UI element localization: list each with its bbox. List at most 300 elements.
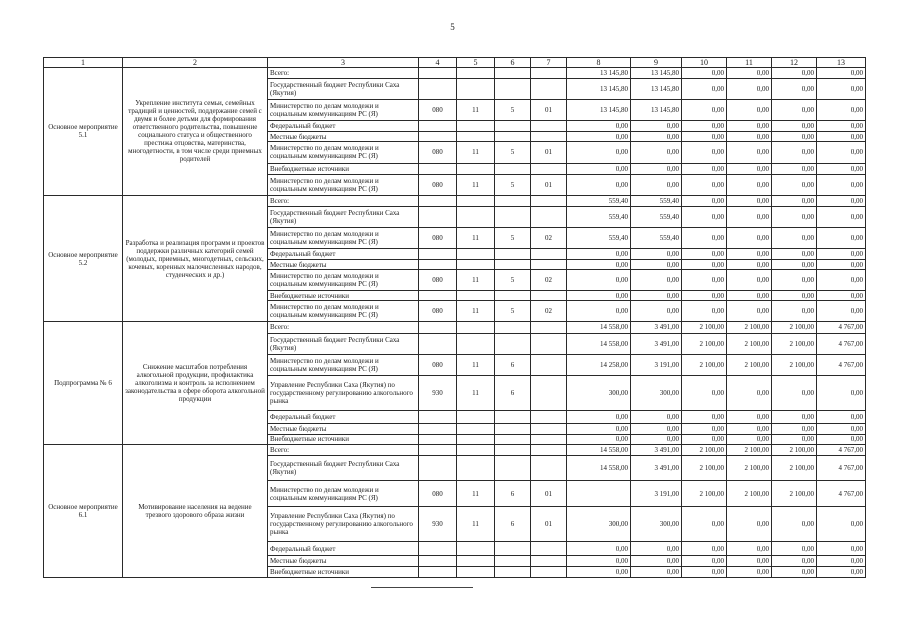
amount-cell: 0,00 xyxy=(772,506,817,542)
funding-source: Министерство по делам молодежи и социальным коммуникациям РС (Я) xyxy=(268,227,419,248)
budget-code xyxy=(457,206,495,227)
budget-code xyxy=(531,206,567,227)
funding-source: Государственный бюджет Республики Саха (Якутия) xyxy=(268,333,419,354)
budget-code xyxy=(457,132,495,142)
amount-cell: 0,00 xyxy=(772,542,817,555)
budget-code: 11 xyxy=(457,506,495,542)
amount-cell: 0,00 xyxy=(682,423,727,434)
budget-code: 01 xyxy=(531,174,567,195)
budget-code xyxy=(495,444,531,455)
column-header: 5 xyxy=(457,58,495,68)
budget-code xyxy=(457,333,495,354)
amount-cell: 0,00 xyxy=(817,291,866,301)
amount-cell: 0,00 xyxy=(817,506,866,542)
budget-code xyxy=(419,434,457,444)
budget-code xyxy=(531,423,567,434)
amount-cell: 14 258,00 xyxy=(567,354,631,375)
budget-code xyxy=(531,132,567,142)
amount-cell: 0,00 xyxy=(772,555,817,566)
budget-code: 02 xyxy=(531,270,567,291)
amount-cell: 0,00 xyxy=(567,132,631,142)
amount-cell: 0,00 xyxy=(682,174,727,195)
budget-code: 6 xyxy=(495,506,531,542)
amount-cell: 559,40 xyxy=(567,206,631,227)
amount-cell: 2 100,00 xyxy=(727,444,772,455)
amount-cell: 0,00 xyxy=(727,142,772,163)
amount-cell: 0,00 xyxy=(817,195,866,206)
budget-code xyxy=(531,434,567,444)
budget-code xyxy=(457,566,495,577)
amount-cell: 0,00 xyxy=(772,301,817,322)
section-name: Основное мероприятие 6.1 xyxy=(44,444,123,577)
amount-cell: 0,00 xyxy=(772,100,817,121)
amount-cell: 2 100,00 xyxy=(727,322,772,333)
amount-cell: 0,00 xyxy=(682,227,727,248)
budget-code xyxy=(419,322,457,333)
budget-code xyxy=(495,322,531,333)
column-header: 8 xyxy=(567,58,631,68)
budget-code: 5 xyxy=(495,301,531,322)
amount-cell: 2 100,00 xyxy=(772,444,817,455)
funding-source: Министерство по делам молодежи и социальным коммуникациям РС (Я) xyxy=(268,142,419,163)
funding-source: Министерство по делам молодежи и социальным коммуникациям РС (Я) xyxy=(268,354,419,375)
header-row xyxy=(44,58,866,68)
amount-cell: 0,00 xyxy=(727,163,772,174)
budget-code: 01 xyxy=(531,506,567,542)
funding-source: Всего: xyxy=(268,195,419,206)
section-description: Мотивирование населения на ведение трезвого здорового образа жизни xyxy=(123,444,268,577)
amount-cell: 0,00 xyxy=(817,249,866,260)
amount-cell: 4 767,00 xyxy=(817,455,866,481)
amount-cell: 0,00 xyxy=(631,260,682,270)
amount-cell: 3 491,00 xyxy=(631,455,682,481)
amount-cell: 0,00 xyxy=(772,227,817,248)
amount-cell: 0,00 xyxy=(631,174,682,195)
table-row xyxy=(44,195,866,206)
budget-code xyxy=(495,260,531,270)
amount-cell: 2 100,00 xyxy=(727,481,772,507)
amount-cell: 0,00 xyxy=(772,260,817,270)
budget-code xyxy=(457,322,495,333)
amount-cell: 0,00 xyxy=(817,142,866,163)
budget-code xyxy=(531,566,567,577)
amount-cell: 13 145,80 xyxy=(631,79,682,100)
amount-cell: 0,00 xyxy=(772,423,817,434)
budget-code: 11 xyxy=(457,142,495,163)
funding-source: Федеральный бюджет xyxy=(268,249,419,260)
amount-cell: 0,00 xyxy=(817,79,866,100)
budget-code xyxy=(495,555,531,566)
column-header: 12 xyxy=(772,58,817,68)
budget-code xyxy=(531,333,567,354)
amount-cell: 0,00 xyxy=(682,249,727,260)
budget-code xyxy=(419,566,457,577)
amount-cell: 0,00 xyxy=(682,68,727,79)
amount-cell: 0,00 xyxy=(631,121,682,132)
budget-code xyxy=(457,121,495,132)
amount-cell: 0,00 xyxy=(817,555,866,566)
amount-cell: 0,00 xyxy=(817,434,866,444)
amount-cell: 300,00 xyxy=(631,506,682,542)
funding-source: Внебюджетные источники xyxy=(268,566,419,577)
amount-cell: 14 558,00 xyxy=(567,455,631,481)
budget-code: 930 xyxy=(419,375,457,411)
amount-cell: 0,00 xyxy=(567,174,631,195)
budget-code xyxy=(457,434,495,444)
amount-cell: 0,00 xyxy=(727,301,772,322)
amount-cell: 0,00 xyxy=(682,142,727,163)
amount-cell: 13 145,80 xyxy=(567,100,631,121)
amount-cell: 0,00 xyxy=(727,121,772,132)
amount-cell: 0,00 xyxy=(567,249,631,260)
budget-code: 080 xyxy=(419,270,457,291)
budget-code xyxy=(419,411,457,423)
amount-cell: 0,00 xyxy=(682,291,727,301)
budget-code: 01 xyxy=(531,100,567,121)
amount-cell: 2 100,00 xyxy=(682,444,727,455)
amount-cell: 0,00 xyxy=(631,411,682,423)
amount-cell: 0,00 xyxy=(727,375,772,411)
funding-source: Всего: xyxy=(268,68,419,79)
budget-code xyxy=(457,423,495,434)
budget-code xyxy=(457,411,495,423)
column-header: 3 xyxy=(268,58,419,68)
amount-cell: 0,00 xyxy=(682,555,727,566)
budget-code xyxy=(419,163,457,174)
funding-source: Министерство по делам молодежи и социальным коммуникациям РС (Я) xyxy=(268,174,419,195)
section-name: Основное мероприятие 5.2 xyxy=(44,195,123,322)
budget-code: 930 xyxy=(419,506,457,542)
amount-cell: 3 491,00 xyxy=(631,322,682,333)
amount-cell: 0,00 xyxy=(567,555,631,566)
amount-cell: 0,00 xyxy=(567,270,631,291)
amount-cell: 0,00 xyxy=(817,423,866,434)
budget-code xyxy=(495,291,531,301)
budget-code: 5 xyxy=(495,270,531,291)
budget-code xyxy=(419,555,457,566)
budget-code xyxy=(495,434,531,444)
amount-cell: 559,40 xyxy=(567,227,631,248)
amount-cell: 0,00 xyxy=(567,121,631,132)
budget-code xyxy=(457,195,495,206)
budget-code: 11 xyxy=(457,174,495,195)
column-header: 9 xyxy=(631,58,682,68)
amount-cell: 0,00 xyxy=(727,260,772,270)
amount-cell: 0,00 xyxy=(817,121,866,132)
amount-cell: 0,00 xyxy=(817,174,866,195)
amount-cell: 13 145,80 xyxy=(631,100,682,121)
budget-code xyxy=(495,163,531,174)
budget-code: 5 xyxy=(495,100,531,121)
funding-source: Министерство по делам молодежи и социальным коммуникациям РС (Я) xyxy=(268,481,419,507)
amount-cell: 559,40 xyxy=(567,195,631,206)
amount-cell: 4 767,00 xyxy=(817,444,866,455)
funding-source: Местные бюджеты xyxy=(268,423,419,434)
budget-code xyxy=(419,249,457,260)
amount-cell: 0,00 xyxy=(567,423,631,434)
amount-cell: 0,00 xyxy=(631,270,682,291)
budget-code: 5 xyxy=(495,174,531,195)
budget-code: 6 xyxy=(495,375,531,411)
amount-cell: 2 100,00 xyxy=(772,333,817,354)
funding-source: Федеральный бюджет xyxy=(268,542,419,555)
column-header: 2 xyxy=(123,58,268,68)
budget-code xyxy=(419,206,457,227)
budget-code xyxy=(457,163,495,174)
amount-cell: 0,00 xyxy=(727,79,772,100)
amount-cell: 3 491,00 xyxy=(631,333,682,354)
table-row xyxy=(44,322,866,333)
amount-cell: 0,00 xyxy=(631,555,682,566)
budget-code: 080 xyxy=(419,354,457,375)
amount-cell: 0,00 xyxy=(772,142,817,163)
budget-code xyxy=(495,121,531,132)
budget-code xyxy=(457,260,495,270)
budget-code: 080 xyxy=(419,174,457,195)
amount-cell: 0,00 xyxy=(682,542,727,555)
amount-cell: 0,00 xyxy=(682,375,727,411)
amount-cell: 0,00 xyxy=(727,411,772,423)
budget-code xyxy=(419,542,457,555)
budget-code: 11 xyxy=(457,227,495,248)
amount-cell: 4 767,00 xyxy=(817,481,866,507)
funding-source: Министерство по делам молодежи и социальным коммуникациям РС (Я) xyxy=(268,301,419,322)
budget-code xyxy=(495,566,531,577)
budget-code xyxy=(531,260,567,270)
amount-cell: 2 100,00 xyxy=(772,322,817,333)
amount-cell: 4 767,00 xyxy=(817,354,866,375)
amount-cell: 0,00 xyxy=(682,434,727,444)
amount-cell: 0,00 xyxy=(772,121,817,132)
column-header: 10 xyxy=(682,58,727,68)
section-name: Подпрограмма № 6 xyxy=(44,322,123,444)
budget-code xyxy=(495,249,531,260)
amount-cell: 2 100,00 xyxy=(727,333,772,354)
budget-code xyxy=(531,354,567,375)
budget-code xyxy=(531,455,567,481)
amount-cell: 0,00 xyxy=(727,195,772,206)
amount-cell: 0,00 xyxy=(817,163,866,174)
section-description: Снижение масштабов потребления алкогольной продукции, профилактика алкоголизма и контроль за исполнением законодательства в сфере оборота алкогольной продукции xyxy=(123,322,268,444)
budget-code: 11 xyxy=(457,375,495,411)
amount-cell: 0,00 xyxy=(817,375,866,411)
amount-cell: 0,00 xyxy=(727,423,772,434)
amount-cell: 0,00 xyxy=(631,566,682,577)
budget-code xyxy=(457,542,495,555)
amount-cell: 0,00 xyxy=(682,270,727,291)
budget-code: 11 xyxy=(457,301,495,322)
amount-cell: 0,00 xyxy=(817,270,866,291)
amount-cell: 0,00 xyxy=(727,249,772,260)
page-number: 5 xyxy=(450,22,455,32)
amount-cell: 0,00 xyxy=(567,301,631,322)
amount-cell: 0,00 xyxy=(567,291,631,301)
amount-cell: 0,00 xyxy=(727,542,772,555)
budget-code: 01 xyxy=(531,481,567,507)
budget-code: 080 xyxy=(419,227,457,248)
amount-cell: 0,00 xyxy=(772,270,817,291)
amount-cell: 0,00 xyxy=(682,195,727,206)
amount-cell: 0,00 xyxy=(772,411,817,423)
funding-source: Министерство по делам молодежи и социальным коммуникациям РС (Я) xyxy=(268,100,419,121)
amount-cell: 0,00 xyxy=(631,434,682,444)
budget-code xyxy=(531,68,567,79)
budget-code: 11 xyxy=(457,100,495,121)
budget-code xyxy=(457,68,495,79)
budget-code xyxy=(419,195,457,206)
amount-cell: 559,40 xyxy=(631,206,682,227)
budget-code xyxy=(419,333,457,354)
amount-cell: 0,00 xyxy=(567,411,631,423)
budget-code xyxy=(419,79,457,100)
funding-source: Внебюджетные источники xyxy=(268,434,419,444)
amount-cell: 3 191,00 xyxy=(631,354,682,375)
column-header: 4 xyxy=(419,58,457,68)
amount-cell: 0,00 xyxy=(631,291,682,301)
budget-code xyxy=(457,249,495,260)
column-header: 11 xyxy=(727,58,772,68)
amount-cell: 3 491,00 xyxy=(631,444,682,455)
funding-source: Внебюджетные источники xyxy=(268,291,419,301)
amount-cell: 0,00 xyxy=(682,566,727,577)
amount-cell: 2 100,00 xyxy=(727,455,772,481)
amount-cell: 0,00 xyxy=(727,68,772,79)
amount-cell: 0,00 xyxy=(682,100,727,121)
budget-code xyxy=(531,79,567,100)
amount-cell: 0,00 xyxy=(772,68,817,79)
funding-source: Государственный бюджет Республики Саха (Якутия) xyxy=(268,455,419,481)
amount-cell: 0,00 xyxy=(772,174,817,195)
amount-cell: 0,00 xyxy=(772,79,817,100)
amount-cell: 0,00 xyxy=(817,100,866,121)
funding-source: Местные бюджеты xyxy=(268,555,419,566)
amount-cell: 2 100,00 xyxy=(727,354,772,375)
amount-cell: 0,00 xyxy=(567,566,631,577)
amount-cell: 0,00 xyxy=(631,542,682,555)
amount-cell: 0,00 xyxy=(772,132,817,142)
amount-cell: 2 100,00 xyxy=(772,455,817,481)
budget-code xyxy=(531,249,567,260)
amount-cell: 0,00 xyxy=(631,423,682,434)
amount-cell: 0,00 xyxy=(727,206,772,227)
amount-cell: 0,00 xyxy=(727,434,772,444)
amount-cell: 300,00 xyxy=(567,506,631,542)
budget-code xyxy=(531,121,567,132)
funding-source: Внебюджетные источники xyxy=(268,163,419,174)
budget-code: 080 xyxy=(419,481,457,507)
amount-cell: 14 558,00 xyxy=(567,333,631,354)
amount-cell: 0,00 xyxy=(772,291,817,301)
budget-table xyxy=(43,57,866,578)
amount-cell: 0,00 xyxy=(682,163,727,174)
budget-code xyxy=(419,121,457,132)
amount-cell: 0,00 xyxy=(567,542,631,555)
amount-cell: 0,00 xyxy=(682,260,727,270)
column-header: 1 xyxy=(44,58,123,68)
amount-cell: 0,00 xyxy=(817,206,866,227)
amount-cell: 0,00 xyxy=(817,227,866,248)
amount-cell: 0,00 xyxy=(727,132,772,142)
budget-code xyxy=(457,291,495,301)
budget-code: 6 xyxy=(495,354,531,375)
amount-cell: 13 145,80 xyxy=(631,68,682,79)
amount-cell: 0,00 xyxy=(727,555,772,566)
amount-cell: 0,00 xyxy=(817,132,866,142)
amount-cell: 559,40 xyxy=(631,227,682,248)
budget-code xyxy=(531,163,567,174)
budget-code xyxy=(531,375,567,411)
amount-cell: 0,00 xyxy=(567,260,631,270)
amount-cell: 0,00 xyxy=(772,566,817,577)
budget-code: 02 xyxy=(531,227,567,248)
amount-cell: 0,00 xyxy=(772,375,817,411)
amount-cell: 14 558,00 xyxy=(567,444,631,455)
budget-code xyxy=(419,423,457,434)
amount-cell: 0,00 xyxy=(817,260,866,270)
amount-cell: 0,00 xyxy=(682,121,727,132)
amount-cell: 0,00 xyxy=(817,301,866,322)
budget-code xyxy=(495,68,531,79)
amount-cell: 2 100,00 xyxy=(682,333,727,354)
amount-cell: 0,00 xyxy=(631,132,682,142)
amount-cell: 0,00 xyxy=(727,227,772,248)
table-row xyxy=(44,444,866,455)
section-description: Разработка и реализация программ и проектов поддержки различных категорий семей (молодых, приемных, многодетных, сельских, кочевых, коренных малочисленных народов, студенческих и др.) xyxy=(123,195,268,322)
column-header: 13 xyxy=(817,58,866,68)
amount-cell: 0,00 xyxy=(817,411,866,423)
budget-code xyxy=(419,260,457,270)
budget-code xyxy=(495,195,531,206)
funding-source: Местные бюджеты xyxy=(268,260,419,270)
budget-code xyxy=(495,411,531,423)
budget-code: 080 xyxy=(419,100,457,121)
amount-cell: 0,00 xyxy=(817,542,866,555)
funding-source: Министерство по делам молодежи и социальным коммуникациям РС (Я) xyxy=(268,270,419,291)
amount-cell: 0,00 xyxy=(682,301,727,322)
amount-cell: 0,00 xyxy=(567,142,631,163)
budget-code xyxy=(531,444,567,455)
amount-cell: 0,00 xyxy=(772,163,817,174)
amount-cell: 2 100,00 xyxy=(682,354,727,375)
amount-cell: 2 100,00 xyxy=(772,481,817,507)
amount-cell: 300,00 xyxy=(567,375,631,411)
funding-source: Федеральный бюджет xyxy=(268,411,419,423)
budget-code xyxy=(495,132,531,142)
budget-code: 11 xyxy=(457,270,495,291)
amount-cell xyxy=(567,481,631,507)
amount-cell: 13 145,80 xyxy=(567,68,631,79)
amount-cell: 13 145,80 xyxy=(567,79,631,100)
amount-cell: 300,00 xyxy=(631,375,682,411)
budget-code xyxy=(531,411,567,423)
amount-cell: 0,00 xyxy=(727,566,772,577)
budget-code xyxy=(419,444,457,455)
amount-cell: 0,00 xyxy=(727,506,772,542)
column-header: 7 xyxy=(531,58,567,68)
section-name: Основное мероприятие 5.1 xyxy=(44,68,123,196)
budget-code xyxy=(531,291,567,301)
funding-source: Местные бюджеты xyxy=(268,132,419,142)
budget-code: 02 xyxy=(531,301,567,322)
amount-cell: 0,00 xyxy=(567,434,631,444)
amount-cell: 0,00 xyxy=(682,79,727,100)
amount-cell: 2 100,00 xyxy=(682,481,727,507)
amount-cell: 0,00 xyxy=(631,301,682,322)
amount-cell: 0,00 xyxy=(682,132,727,142)
budget-code xyxy=(457,455,495,481)
amount-cell: 0,00 xyxy=(817,68,866,79)
funding-source: Управление Республики Саха (Якутия) по государственному регулированию алкогольного рынка xyxy=(268,375,419,411)
